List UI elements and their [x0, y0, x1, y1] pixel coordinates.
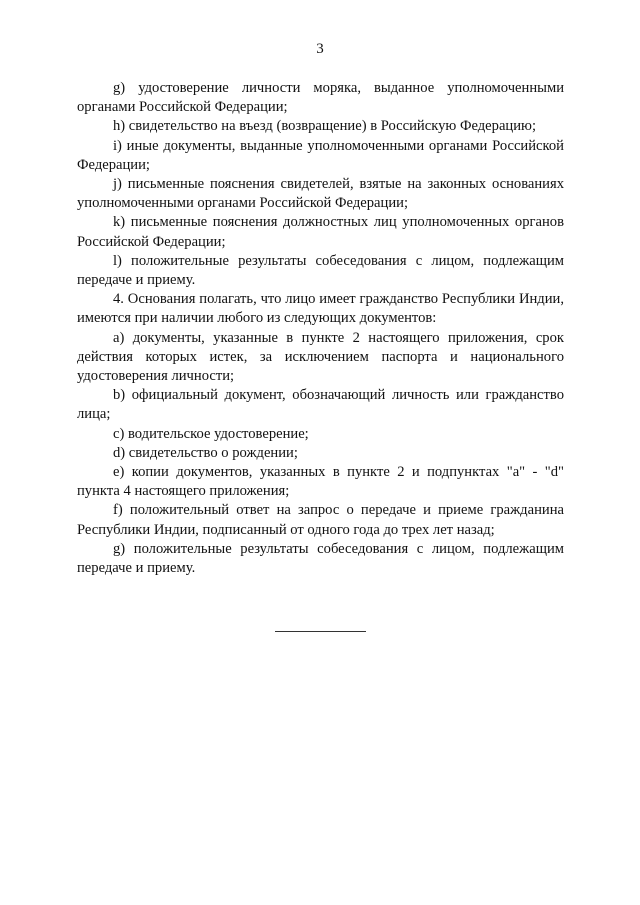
paragraph-i-other-documents: i) иные документы, выданные уполномоченными органами Российской Федерации; — [77, 137, 564, 173]
paragraph-h-entry-certificate: h) свидетельство на въезд (возвращение) в Российскую Федерацию; — [113, 118, 537, 135]
paragraph-f-positive-response: f) положительный ответ на запрос о передаче и приеме гражданина Республики Индии, подписанный от одного года до трех лет назад; — [77, 502, 564, 538]
paragraph-l-interview-results: l) положительные результаты собеседования с лицом, подлежащим передаче и приему. — [77, 252, 564, 289]
document-body — [77, 79, 564, 578]
paragraph-k-official-statements: k) письменные пояснения должностных лиц уполномоченных органов Российской Федерации; — [77, 214, 564, 250]
paragraph-4-grounds-india: 4. Основания полагать, что лицо имеет гражданство Республики Индии, имеются при наличии любого из следующих документов: — [77, 291, 564, 327]
paragraph-j-witness-statements: j) письменные пояснения свидетелей, взятые на законных основаниях уполномоченными органами Российской Федерации; — [77, 176, 564, 212]
paragraph-d-birth-certificate: d) свидетельство о рождении; — [113, 444, 298, 461]
paragraph-a-expired-documents: a) документы, указанные в пункте 2 настоящего приложения, срок действия которых истек, за исключением паспорта и национального удостоверения личности; — [77, 329, 564, 385]
page-number: 3 — [316, 41, 324, 57]
end-divider-line — [275, 631, 366, 632]
paragraph-b-official-document: b) официальный документ, обозначающий личность или гражданство лица; — [77, 387, 564, 423]
paragraph-g-interview-results: g) положительные результаты собеседования с лицом, подлежащим передаче и приему. — [77, 540, 564, 577]
paragraph-e-document-copies: e) копии документов, указанных в пункте 2 и подпунктах "а" - "d" пункта 4 настоящего приложения; — [77, 464, 564, 500]
paragraph-c-driver-license: c) водительское удостоверение; — [113, 425, 309, 442]
paragraph-g-seaman-id: g) удостоверение личности моряка, выданное уполномоченными органами Российской Федерации; — [77, 80, 564, 116]
